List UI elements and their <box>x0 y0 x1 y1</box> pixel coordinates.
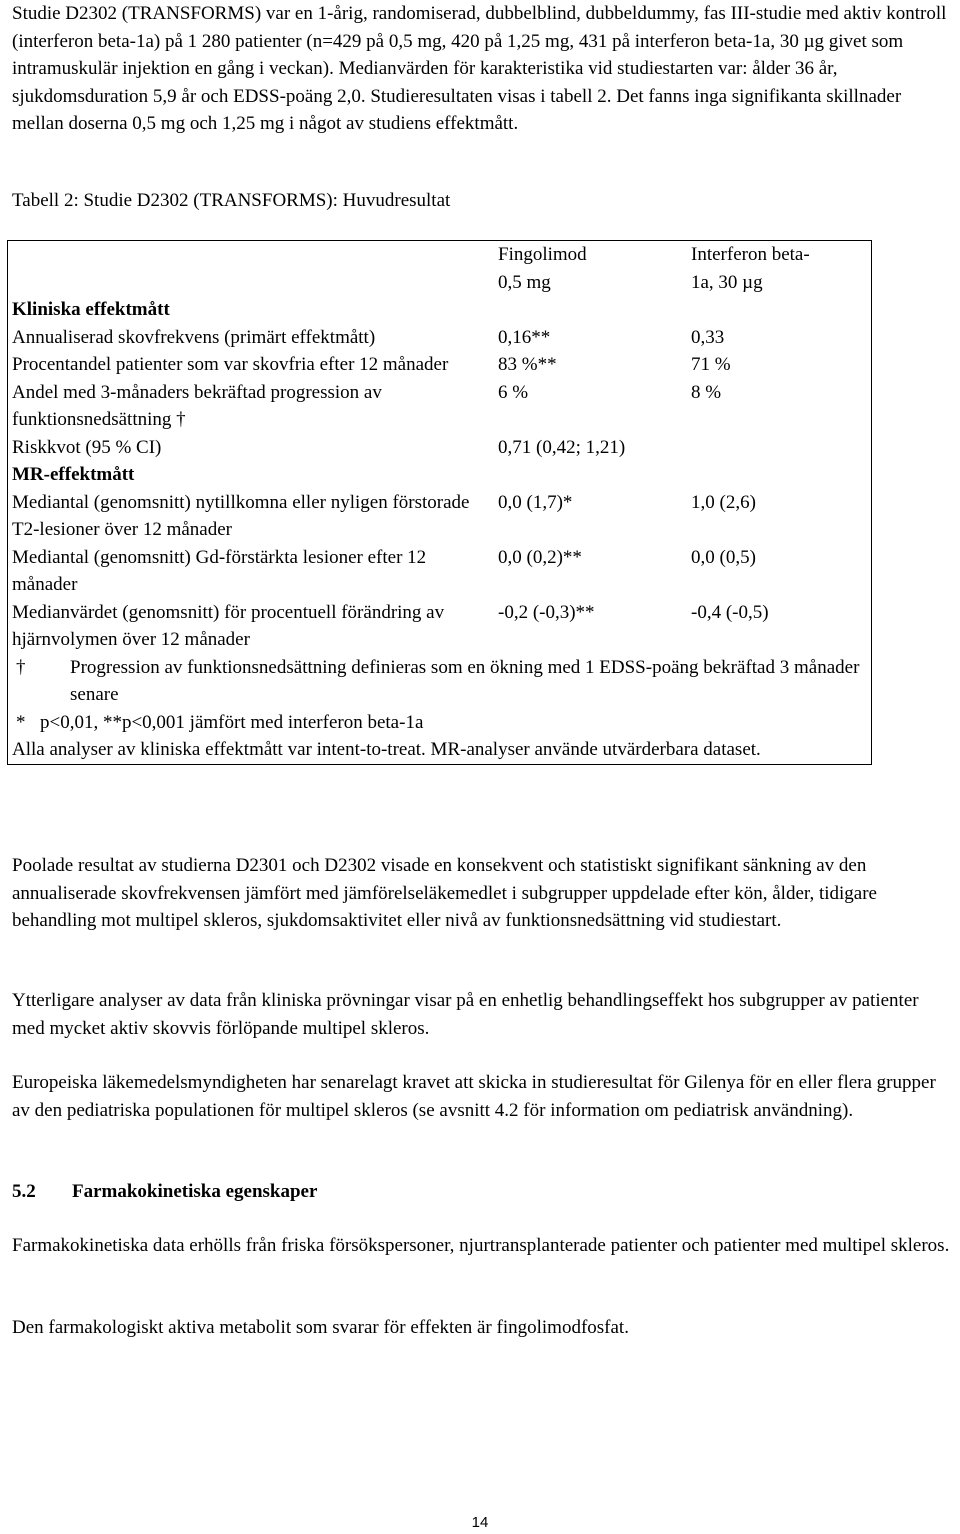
active-metabolite-paragraph: Den farmakologiskt aktiva metabolit som svarar för effekten är fingolimodfosfat. <box>12 1317 629 1338</box>
table-caption: Tabell 2: Studie D2302 (TRANSFORMS): Huvudresultat <box>12 190 451 211</box>
table-row <box>8 324 871 352</box>
section-mr-heading: MR-effektmått <box>12 464 135 485</box>
row-label: Andel med 3-månaders bekräftad progression av funktionsnedsättning † <box>12 381 382 430</box>
row-fingolimod-value: 0,0 (0,2)** <box>498 546 582 568</box>
table-row <box>8 544 871 599</box>
table-row <box>8 489 871 544</box>
row-interferon-value: 71 % <box>691 354 731 375</box>
header-fingolimod-line1: Fingolimod <box>498 244 587 265</box>
section-clinical-heading: Kliniska effektmått <box>12 299 170 320</box>
row-interferon-value: 1,0 (2,6) <box>691 491 756 513</box>
row-fingolimod-value: -0,2 (-0,3)** <box>498 601 595 623</box>
row-interferon-value: -0,4 (-0,5) <box>691 601 769 623</box>
pk-data-paragraph: Farmakokinetiska data erhölls från friska försökspersoner, njurtransplanterade patienter och patienter med multipel skleros. <box>12 1235 950 1256</box>
results-table <box>7 240 872 765</box>
row-interferon-value: 0,33 <box>691 326 725 348</box>
row-fingolimod-value: 0,71 (0,42; 1,21) <box>498 436 626 458</box>
header-fingolimod-line2: 0,5 mg <box>498 271 551 293</box>
header-empty-cell <box>8 241 490 296</box>
header-interferon <box>683 241 871 296</box>
header-fingolimod <box>490 241 683 296</box>
section-number: 5.2 <box>12 1181 36 1202</box>
footnote-asterisk <box>8 709 871 737</box>
row-fingolimod-value: 0,16** <box>498 326 551 348</box>
ema-paragraph: Europeiska läkemedelsmyndigheten har senarelagt kravet att skicka in studieresultat för Gilenya för en eller flera grupper av den pediatriska populationen för multipel skleros (se avsnitt 4.2 för information om pediatrisk användning). <box>12 1072 936 1121</box>
footnote-text: p<0,01, **p<0,001 jämfört med interferon beta-1a <box>40 711 424 733</box>
table-header-row <box>8 241 871 296</box>
row-fingolimod-value: 0,0 (1,7)* <box>498 491 573 513</box>
footnote-marker: * <box>16 711 26 733</box>
row-interferon-value <box>683 434 871 462</box>
row-label: Riskkvot (95 % CI) <box>12 436 162 458</box>
pooled-results-paragraph: Poolade resultat av studierna D2301 och D2302 visade en konsekvent och statistiskt signifikant sänkning av den annualiserade skovfrekvensen jämfört med jämförelseläkemedlet i subgrupper uppdelade efter kön, ålder, tidigare behandling mot multipel skleros, sjukdomsaktivitet eller nivå av funktionsnedsättning vid studiestart. <box>12 855 877 931</box>
row-label: Medianvärdet (genomsnitt) för procentuell förändring av hjärnvolymen över 12 månader <box>12 601 445 650</box>
footnote-dagger <box>8 654 871 709</box>
row-label: Mediantal (genomsnitt) Gd-förstärkta lesioner efter 12 månader <box>12 546 427 595</box>
section-heading <box>12 1178 956 1206</box>
footnote-analysis: Alla analyser av kliniska effektmått var intent-to-treat. MR-analyser använde utvärderbara dataset. <box>12 739 761 760</box>
row-interferon-value: 0,0 (0,5) <box>691 546 756 568</box>
table-row <box>8 599 871 654</box>
header-interferon-line2: 1a, 30 µg <box>691 271 763 293</box>
footnote-text: Progression av funktionsnedsättning definieras som en ökning med 1 EDSS-poäng bekräftad 3 månader senare <box>70 656 860 705</box>
page-number: 14 <box>471 1514 489 1531</box>
table-row <box>8 379 871 434</box>
footnote-marker: † <box>16 656 26 678</box>
table-row <box>8 434 871 462</box>
row-fingolimod-value: 6 % <box>498 381 529 403</box>
section-title: Farmakokinetiska egenskaper <box>72 1181 318 1202</box>
header-interferon-line1: Interferon beta- <box>691 244 810 265</box>
table-row <box>8 351 871 379</box>
row-label: Procentandel patienter som var skovfria efter 12 månader <box>12 354 449 375</box>
row-label: Mediantal (genomsnitt) nytillkomna eller nyligen förstorade T2-lesioner över 12 månader <box>12 491 470 540</box>
subgroup-paragraph: Ytterligare analyser av data från kliniska prövningar visar på en enhetlig behandlingseffekt hos subgrupper av patienter med mycket aktiv skovvis förlöpande multipel skleros. <box>12 990 919 1039</box>
row-fingolimod-value: 83 %** <box>498 354 557 375</box>
row-interferon-value: 8 % <box>691 381 722 403</box>
row-label: Annualiserad skovfrekvens (primärt effektmått) <box>12 326 376 348</box>
intro-paragraph: Studie D2302 (TRANSFORMS) var en 1-årig, randomiserad, dubbelblind, dubbeldummy, fas III-studie med aktiv kontroll (interferon beta-1a) på 1 280 patienter (n=429 på 0,5 mg, 420 på 1,25 mg, 431 på interferon beta-1a, 30 µg givet som intramuskulär injektion en gång i veckan). Medianvärden för karakteristika vid studiestarten var: ålder 36 år, sjukdomsduration 5,9 år och EDSS-poäng 2,0. Studieresultaten visas i tabell 2. Det fanns inga signifikanta skillnader mellan doserna 0,5 mg och 1,25 mg i något av studiens effektmått. <box>12 3 947 134</box>
